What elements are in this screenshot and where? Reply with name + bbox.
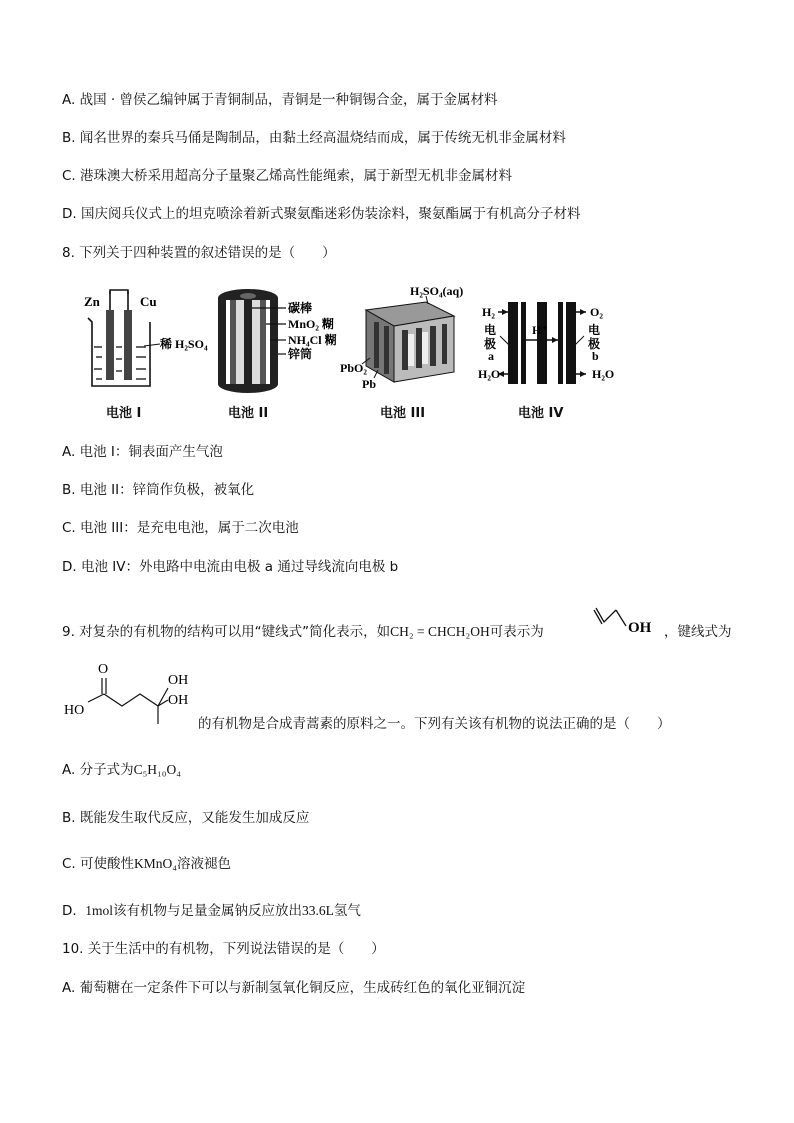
q8-option-b: B. 电池 II：锌筒作负极，被氧化 <box>62 482 255 498</box>
q9-option-a <box>62 760 181 780</box>
h2o-left-label: H₂O <box>478 367 501 381</box>
cu-electrode <box>124 310 132 380</box>
molecular-formula: C₅H₁₀O₄ <box>133 762 181 777</box>
hydroxyl-1-label: OH <box>168 673 189 688</box>
q7-option-a: A. 战国 · 曾侯乙编钟属于青铜制品，青铜是一种铜锡合金，属于金属材料 <box>62 92 498 108</box>
q9-stem-mid: 可表示为 <box>489 624 544 640</box>
q7-option-c: C. 港珠澳大桥采用超高分子量聚乙烯高性能绳索，属于新型无机非金属材料 <box>62 168 513 184</box>
q9-option-b: B. 既能发生取代反应，又能发生加成反应 <box>62 810 310 826</box>
mole-amount: 1mol <box>85 903 114 918</box>
cu-label: Cu <box>140 294 157 309</box>
q8-stem: 8. 下列关于四种装置的叙述错误的是（ ） <box>62 245 336 261</box>
electrode-b-char1: 电 <box>588 323 601 337</box>
nh4cl-label: NH₄Cl 糊 <box>288 333 337 347</box>
carbonyl-o-label: O <box>98 662 109 677</box>
q9-option-d-prefix: D. <box>62 903 77 919</box>
q8-option-a: A. 电池 I：铜表面产生气泡 <box>62 444 223 460</box>
q9-option-d <box>62 901 361 921</box>
electrode-a-char2: 极 <box>484 337 497 351</box>
battery-1-caption: 电池 I <box>106 406 142 421</box>
zn-electrode <box>106 310 114 380</box>
q8-option-d: D. 电池 IV：外电路中电流由电极 a 通过导线流向电极 b <box>62 559 399 575</box>
q9-stem-line2: 的有机物是合成青蒿素的原料之一。下列有关该有机物的说法正确的是（ ） <box>198 716 671 732</box>
battery-4-caption: 电池 IV <box>518 406 564 421</box>
electrode-a-letter: a <box>488 349 494 363</box>
q9-stem-pre: 9. 对复杂的有机物的结构可以用“键线式”简化表示，如 <box>62 624 391 640</box>
battery-1-diagram <box>80 288 210 398</box>
electrode-b-char2: 极 <box>588 337 601 351</box>
carbon-rod-label: 碳棒 <box>288 301 313 315</box>
q9-option-c-prefix: C. 可使酸性 <box>62 856 135 872</box>
battery-3-diagram <box>336 282 486 397</box>
acid-ho-label: HO <box>64 703 85 718</box>
mno2-label: MnO₂ 糊 <box>288 317 334 331</box>
skeletal-oh-label: OH <box>628 620 652 634</box>
q9-option-c-suffix: 溶液褪色 <box>176 856 231 872</box>
q7-option-d: D. 国庆阅兵仪式上的坦克喷涂着新式聚氨酯迷彩伪装涂料，聚氨酯属于有机高分子材料 <box>62 206 581 222</box>
electrode-b-letter: b <box>592 349 599 363</box>
h-plus-label: H⁺ <box>532 323 548 337</box>
zn-label: Zn <box>84 294 100 309</box>
h2o-right-label: H₂O <box>592 367 615 381</box>
q10-option-a: A. 葡萄糖在一定条件下可以与新制氢氧化铜反应，生成砖红色的氧化亚铜沉淀 <box>62 980 526 996</box>
pbo2-label: PbO₂ <box>340 361 367 375</box>
pb-label: Pb <box>362 377 377 391</box>
q9-option-a-prefix: A. 分子式为 <box>62 762 134 778</box>
o2-label: O₂ <box>590 305 603 319</box>
q8-option-c: C. 电池 III：是充电电池，属于二次电池 <box>62 520 299 536</box>
zinc-can-label: 锌筒 <box>288 347 313 361</box>
q9-option-d-mid: 该有机物与足量金属钠反应放出 <box>113 903 303 919</box>
q9-stem-line1 <box>62 622 544 642</box>
q10-stem: 10. 关于生活中的有机物，下列说法错误的是（ ） <box>62 941 385 957</box>
q9-stem-post: ，键线式为 <box>664 624 732 640</box>
kmno4-formula: KMnO₄ <box>134 856 177 871</box>
h2so4-aq-label: H₂SO₄(aq) <box>410 284 464 298</box>
q9-option-d-suffix: 氢气 <box>333 903 361 919</box>
h2-label: H₂ <box>482 305 495 319</box>
battery-4-diagram <box>478 296 638 392</box>
battery-2-caption: 电池 II <box>228 406 269 421</box>
electrode-a-char1: 电 <box>484 323 497 337</box>
q7-option-b: B. 闻名世界的秦兵马俑是陶制品，由黏土经高温烧结而成，属于传统无机非金属材料 <box>62 130 566 146</box>
allyl-alcohol-formula: CH₂ = CHCH₂OH <box>390 624 490 639</box>
q9-option-c <box>62 854 231 874</box>
acid-label: 稀 H₂SO₄ <box>160 337 208 351</box>
beaker <box>88 318 150 386</box>
gas-volume: 33.6L <box>302 903 334 918</box>
target-molecule-skeletal <box>60 658 200 728</box>
allyl-alcohol-skeletal <box>592 604 664 634</box>
battery-3-caption: 电池 III <box>380 406 426 421</box>
hydroxyl-2-label: OH <box>168 693 189 708</box>
